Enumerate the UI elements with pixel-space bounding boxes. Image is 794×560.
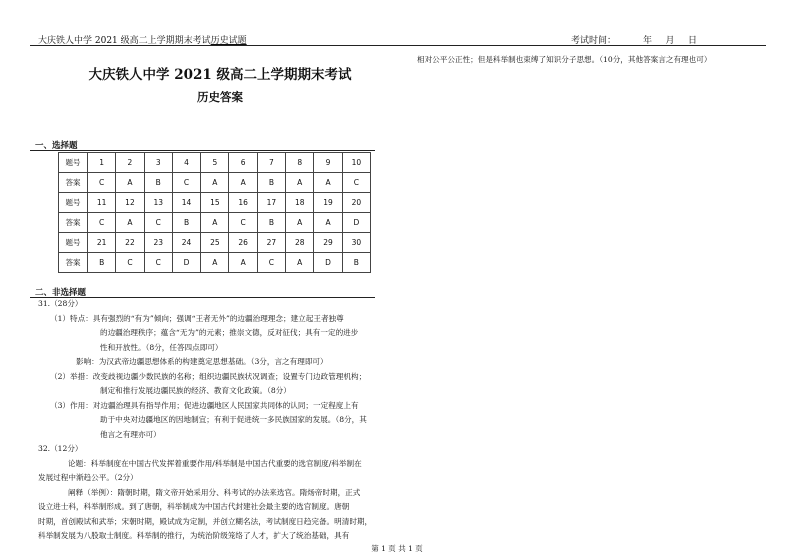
answer-table-row-label: 题号	[59, 233, 88, 253]
answer-text-line: （2）举措：改变歧视边疆少数民族的名称；组织边疆民族状况调查；设置专门边政管理机构；	[50, 371, 367, 381]
answer-text-line: 助于中央对边疆地区的因地制宜；有利于促进统一多民族国家的发展。（8分，其	[100, 415, 367, 424]
answer-table-cell: 21	[88, 233, 116, 253]
answer-table-cell: B	[342, 253, 370, 273]
answer-table-cell: D	[172, 253, 200, 273]
page-title: 大庆铁人中学 2021 级高二上学期期末考试	[88, 67, 352, 83]
answer-table-cell: 12	[116, 193, 144, 213]
answer-text-line: 31.（28分）	[38, 299, 83, 308]
answer-table-row-label: 答案	[59, 253, 88, 273]
answer-table-cell: A	[201, 253, 229, 273]
answer-text-line: 32.（12分）	[38, 444, 83, 453]
answer-table-cell: 17	[257, 193, 285, 213]
answer-table-cell: D	[342, 213, 370, 233]
header-divider	[30, 45, 766, 46]
exam-date-day-label: 日	[688, 36, 698, 46]
answer-table-row	[59, 233, 371, 253]
answer-table-row-label: 题号	[59, 193, 88, 213]
answer-text-line: 阐释（举例）：隋朝时期，隋文帝开始采用分、科考试的办法来选官。隋炀帝时期，正式	[68, 487, 361, 497]
header-subject: 历史试题	[210, 36, 247, 46]
answer-table-cell: 6	[229, 153, 257, 173]
exam-date-year-blank: ______	[616, 36, 644, 46]
page-footer: 第 1 页 共 1 页	[371, 544, 423, 553]
answer-table-cell: 16	[229, 193, 257, 213]
section1-title: 一、选择题	[35, 141, 78, 151]
answer-table-cell: A	[286, 173, 314, 193]
answer-table-cell: A	[116, 213, 144, 233]
answer-table-row	[59, 213, 371, 233]
exam-date-month-blank: ___	[652, 36, 666, 46]
answer-table-cell: 14	[172, 193, 200, 213]
answer-table-cell: C	[342, 173, 370, 193]
answer-table-cell: 4	[172, 153, 200, 173]
answer-table-cell: B	[144, 173, 172, 193]
answer-table-cell: 5	[201, 153, 229, 173]
answer-table-cell: C	[172, 173, 200, 193]
answer-table-cell: B	[257, 213, 285, 233]
answer-table-cell: A	[314, 213, 342, 233]
page-subtitle: 历史答案	[197, 90, 243, 104]
answer-table-cell: A	[286, 213, 314, 233]
answer-table-cell: 19	[314, 193, 342, 213]
answer-table-cell: D	[314, 253, 342, 273]
answer-table-cell: A	[229, 173, 257, 193]
answer-table-row	[59, 253, 371, 273]
answer-table-cell: 27	[257, 233, 285, 253]
answer-table-cell: 1	[88, 153, 116, 173]
answer-table-cell: C	[116, 253, 144, 273]
answer-table-cell: 8	[286, 153, 314, 173]
answer-text-line: （3）作用：对边疆治理具有指导作用；促进边疆地区人民国家共同体的认同；一定程度上有	[50, 400, 359, 410]
answer-table-cell: A	[229, 253, 257, 273]
answer-text-line: 科举制发展为八股取士制度。科举制的推行，为统治阶级笼络了人才，扩大了统治基础，具有	[38, 531, 350, 540]
answer-table-cell: 28	[286, 233, 314, 253]
answer-table-cell: 2	[116, 153, 144, 173]
answer-table-row-label: 答案	[59, 213, 88, 233]
answer-table-row	[59, 173, 371, 193]
answer-table-cell: C	[144, 253, 172, 273]
answer-table-cell: 22	[116, 233, 144, 253]
answer-text-line: 制定和推行发展边疆民族的经济、教育文化政策。（8分）	[100, 386, 291, 395]
answer-table-row-label: 答案	[59, 173, 88, 193]
answer-table-cell: A	[314, 173, 342, 193]
answer-table-cell: 7	[257, 153, 285, 173]
answer-table-cell: 9	[314, 153, 342, 173]
answer-table-cell: 25	[201, 233, 229, 253]
right-column-body	[417, 53, 767, 68]
answer-table-cell: C	[144, 213, 172, 233]
answer-table-cell: A	[201, 213, 229, 233]
answer-table-cell: C	[88, 213, 116, 233]
answer-table-cell: A	[116, 173, 144, 193]
answer-table-cell: B	[257, 173, 285, 193]
answer-text-line: 时期，首创殿试和武举；宋朝时期，殿试成为定制，并创立糊名法，考试制度日趋完备。明清时期，	[38, 516, 373, 526]
answer-text-line: 的边疆治理秩序；蕴含“无为”的元素；推崇文德，反对征伐；具有一定的进步	[100, 328, 359, 337]
answer-table-cell: 20	[342, 193, 370, 213]
answer-text-line: 性和开放性。（8分，任答四点即可）	[100, 342, 223, 352]
answer-table-cell: 29	[314, 233, 342, 253]
answer-table-cell: 30	[342, 233, 370, 253]
section1-divider	[30, 150, 375, 151]
answer-text-line: （1）特点：具有强烈的“有为”倾向；强调“王者无外”的边疆治理理念；建立起王者独尊	[50, 313, 344, 323]
answer-table-row	[59, 193, 371, 213]
answer-table-row	[59, 153, 371, 173]
exam-date-day-blank: ___	[674, 36, 689, 46]
answer-text-line: 相对公平公正性；但是科举制也束缚了知识分子思想。（10分，其他答案言之有理也可）	[417, 55, 712, 64]
exam-date-year-label: 年	[643, 36, 653, 46]
answer-text-line: 发展过程中渐趋公平。（2分）	[38, 473, 138, 482]
answer-text-line: 影响：为汉武帝边疆思想体系的构建奠定思想基础。（3分，言之有理即可）	[76, 357, 328, 366]
answer-table-cell: 13	[144, 193, 172, 213]
exam-date-month-label: 月	[665, 36, 675, 46]
answer-text-line: 他言之有理亦可）	[100, 429, 161, 439]
section2-title: 二、非选择题	[35, 288, 87, 298]
answer-table-cell: B	[88, 253, 116, 273]
header-exam-name: 大庆铁人中学 2021 级高二上学期期末考试	[38, 36, 211, 46]
answer-table-cell: A	[201, 173, 229, 193]
answer-text-line: 论题：科举制度在中国古代发挥着重要作用/科举制是中国古代重要的选官制度/科举制在	[68, 458, 362, 468]
answer-text-line: 设立进士科，科举制形成。到了唐朝，科举制成为中国古代封建社会最主要的选官制度。唐朝	[38, 502, 350, 511]
answer-table-row-label: 题号	[59, 153, 88, 173]
answer-table-cell: 23	[144, 233, 172, 253]
answer-table-cell: 11	[88, 193, 116, 213]
answer-table-cell: C	[229, 213, 257, 233]
answer-table-cell: 24	[172, 233, 200, 253]
answer-table-cell: 3	[144, 153, 172, 173]
section2-body	[38, 297, 390, 544]
answer-table-cell: 18	[286, 193, 314, 213]
answer-table-cell: A	[286, 253, 314, 273]
answer-table-cell: C	[257, 253, 285, 273]
answer-table-cell: 10	[342, 153, 370, 173]
answer-table-cell: C	[88, 173, 116, 193]
answer-table-cell: 15	[201, 193, 229, 213]
answer-table-cell: B	[172, 213, 200, 233]
answer-table-cell: 26	[229, 233, 257, 253]
answer-table	[58, 152, 371, 273]
exam-date-label: 考试时间：	[571, 36, 617, 46]
